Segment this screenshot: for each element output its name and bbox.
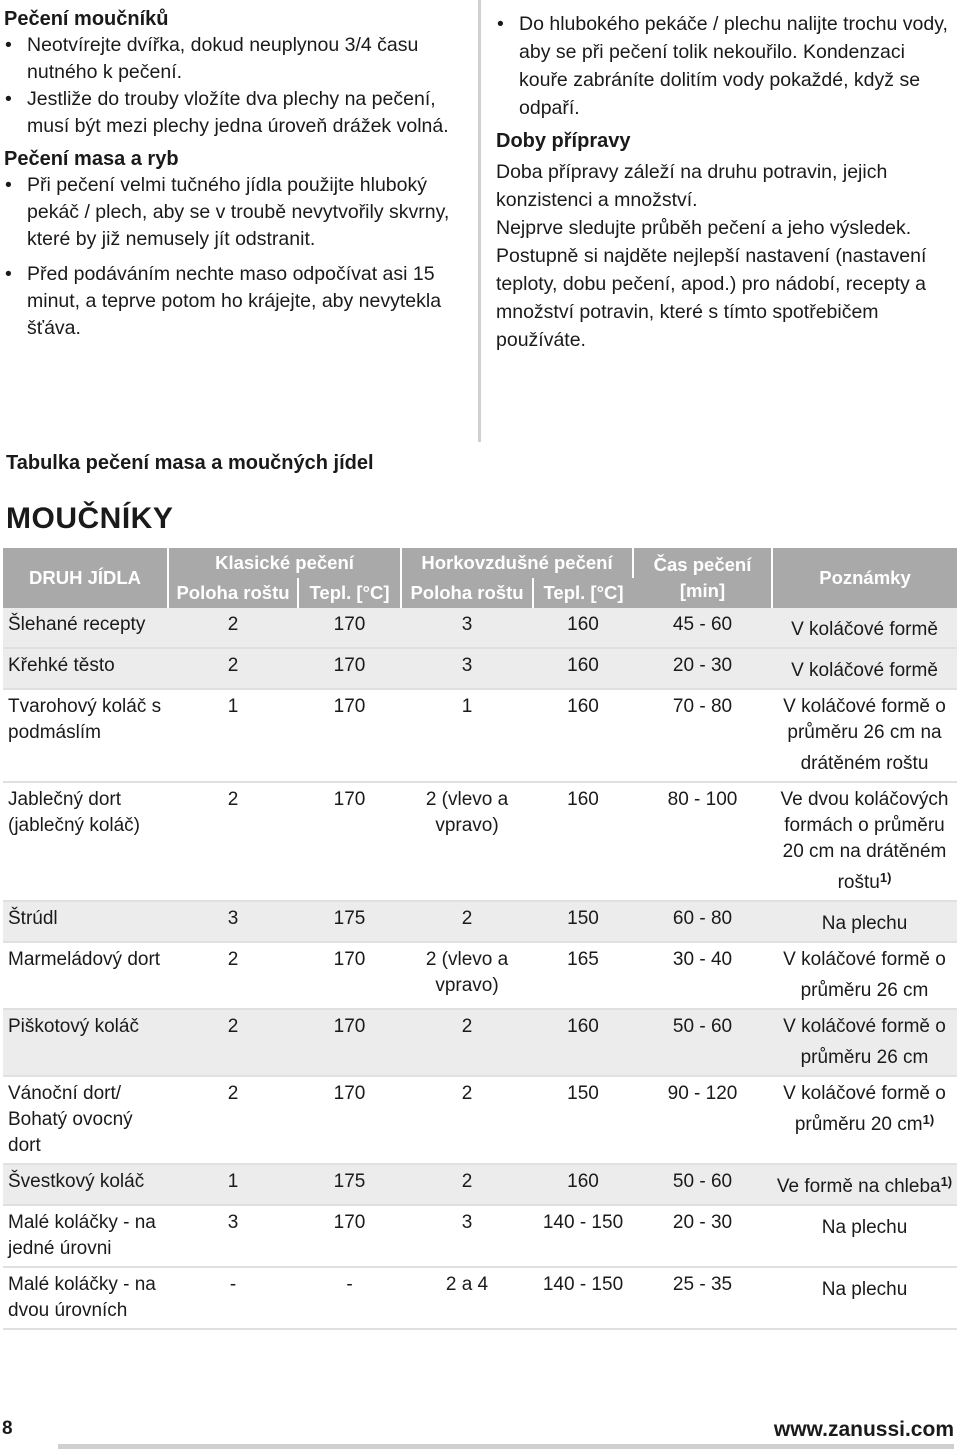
table-cell: 20 - 30 [633,1205,772,1267]
table-cell: 2 [401,1076,533,1164]
header-classic: Klasické pečení [168,548,401,578]
table-cell: V koláčové formě [772,648,957,689]
table-cell: V koláčové formě o průměru 26 cm [772,1009,957,1076]
table-cell: 90 - 120 [633,1076,772,1164]
table-cell: 140 - 150 [533,1205,633,1267]
table-cell: V koláčové formě o průměru 26 cm [772,942,957,1009]
table-cell: 160 [533,648,633,689]
table-cell: 160 [533,689,633,782]
table-cell: 2 (vlevo a vpravo) [401,782,533,901]
table-cell: Na plechu [772,901,957,942]
table-row [3,1164,957,1205]
food-name-cell: Tvarohový koláč s podmáslím [3,689,168,782]
table-cell: 30 - 40 [633,942,772,1009]
table-cell: 165 [533,942,633,1009]
table-cell: 3 [168,1205,298,1267]
table-row [3,901,957,942]
table-cell: 2 [401,1009,533,1076]
header-temp: Tepl. [°C] [533,578,633,608]
table-cell: - [298,1267,401,1329]
table-cell: 60 - 80 [633,901,772,942]
header-convection: Horkovzdušné pečení [401,548,633,578]
table-cell: 1 [401,689,533,782]
section-title-meat-fish: Pečení masa a ryb [4,148,179,170]
table-cell: V koláčové formě o průměru 20 $cm^{1)}$ [772,1076,957,1164]
table-title: Tabulka pečení masa a moučných jídel [6,452,374,474]
table-row [3,648,957,689]
table-cell: 80 - 100 [633,782,772,901]
table-row [3,1009,957,1076]
table-cell: 160 [533,608,633,648]
table-row [3,1205,957,1267]
food-name-cell: Malé koláčky - na dvou úrovních [3,1267,168,1329]
header-shelf: Poloha roštu [168,578,298,608]
food-name-cell: Vánoční dort/ Bohatý ovocný dort [3,1076,168,1164]
header-food-type: DRUH JÍDLA [3,548,168,608]
table-cell: 50 - 60 [633,1009,772,1076]
table-cell: 170 [298,942,401,1009]
table-cell: Ve formě na chleba$^{1)}$ [772,1164,957,1205]
table-cell: 3 [401,1205,533,1267]
table-cell: 2 [168,608,298,648]
table-cell: Na plechu [772,1267,957,1329]
footnote-marker: 1) [922,1112,935,1127]
table-cell: 50 - 60 [633,1164,772,1205]
list-item: • Neotvírejte dvířka, dokud neuplynou 3/4 času nutného k pečení. [4,32,474,86]
list-item: • Před podáváním nechte maso odpočívat asi 15 minut, a teprve potom ho krájejte, aby nevytekla šťáva. [4,261,474,342]
table-cell: 150 [533,1076,633,1164]
table-cell: 150 [533,901,633,942]
table-cell: 140 - 150 [533,1267,633,1329]
header-shelf: Poloha roštu [401,578,533,608]
table-cell: 2 [168,648,298,689]
table-row [3,608,957,648]
table-cell: 2 [401,901,533,942]
list-item: • Do hlubokého pekáče / plechu nalijte trochu vody, aby se při pečení tolik nekouřilo. Kondenzaci kouře zabráníte dolitím vody pokaždé, když se odpaří. [496,10,956,122]
table-row [3,942,957,1009]
header-time: Čas pečení [min] [633,548,772,608]
footer-divider [58,1444,954,1449]
table-row [3,1267,957,1329]
table-cell: 170 [298,782,401,901]
table-cell: 2 a 4 [401,1267,533,1329]
footnote-marker: 1) [940,1174,953,1189]
table-cell: 170 [298,608,401,648]
prep-times-paragraph: Doba přípravy záleží na druhu potravin, jejich konzistenci a množství. [496,161,888,211]
table-cell: 170 [298,1205,401,1267]
table-row [3,1076,957,1164]
table-cell: 1 [168,1164,298,1205]
list-item: • Při pečení velmi tučného jídla použijte hluboký pekáč / plech, aby se v troubě nevytvořily skvrny, které by již nemusely jít odstranit. [4,172,474,253]
table-cell: 2 [168,1009,298,1076]
category-title: MOUČNÍKY [6,502,174,535]
table-row [3,782,957,901]
cakes-tips-list [4,32,474,140]
baking-table [3,548,957,1330]
table-cell: 3 [401,608,533,648]
table-cell: 2 [168,782,298,901]
food-name-cell: Křehké těsto [3,648,168,689]
meat-tips-list [4,172,474,342]
right-column [496,10,956,354]
food-name-cell: Švestkový koláč [3,1164,168,1205]
table-cell: 45 - 60 [633,608,772,648]
footer-url: www.zanussi.com [773,1418,954,1441]
table-cell: 170 [298,1076,401,1164]
table-cell: Na plechu [772,1205,957,1267]
food-name-cell: Štrúdl [3,901,168,942]
table-cell: 160 [533,1009,633,1076]
food-name-cell: Jablečný dort (jablečný koláč) [3,782,168,901]
table-cell: V koláčové formě o průměru 26 cm na drátěném roštu [772,689,957,782]
table-cell: 175 [298,1164,401,1205]
prep-times-paragraph: Nejprve sledujte průběh pečení a jeho výsledek. Postupně si najděte nejlepší nastavení (nastavení teploty, dobu pečení, apod.) pro nádobí, recepty a množství potravin, které s tímto spotřebičem používáte. [496,217,927,351]
food-name-cell: Malé koláčky - na jedné úrovni [3,1205,168,1267]
table-cell: 2 [168,1076,298,1164]
left-column [4,6,474,342]
table-cell: 70 - 80 [633,689,772,782]
table-cell: 175 [298,901,401,942]
food-name-cell: Piškotový koláč [3,1009,168,1076]
section-title-cakes: Pečení moučníků [4,8,169,30]
table-cell: 2 (vlevo a vpravo) [401,942,533,1009]
table-cell: V koláčové formě [772,608,957,648]
table-cell: 2 [401,1164,533,1205]
table-cell: 3 [401,648,533,689]
table-cell: 170 [298,1009,401,1076]
table-cell: 1 [168,689,298,782]
header-notes: Poznámky [772,548,957,608]
table-body [3,608,957,1329]
table-cell: Ve dvou koláčových formách o průměru 20 cm na drátěném roštu$^{1)}$ [772,782,957,901]
column-divider [478,0,481,442]
table-cell: 160 [533,782,633,901]
food-name-cell: Šlehané recepty [3,608,168,648]
table-cell: 25 - 35 [633,1267,772,1329]
table-cell: 170 [298,648,401,689]
table-cell: 170 [298,689,401,782]
page-number: 8 [2,1418,13,1439]
food-name-cell: Marmeládový dort [3,942,168,1009]
section-title-prep-times: Doby přípravy [496,130,631,152]
table-cell: 20 - 30 [633,648,772,689]
list-item: • Jestliže do trouby vložíte dva plechy na pečení, musí být mezi plechy jedna úroveň drážek volná. [4,86,474,140]
table-cell: 2 [168,942,298,1009]
table-cell: 3 [168,901,298,942]
table-cell: 160 [533,1164,633,1205]
meat-tips-list-continued [496,10,956,122]
header-temp: Tepl. [°C] [298,578,401,608]
table-cell: - [168,1267,298,1329]
footnote-marker: 1) [879,870,892,885]
table-row [3,689,957,782]
